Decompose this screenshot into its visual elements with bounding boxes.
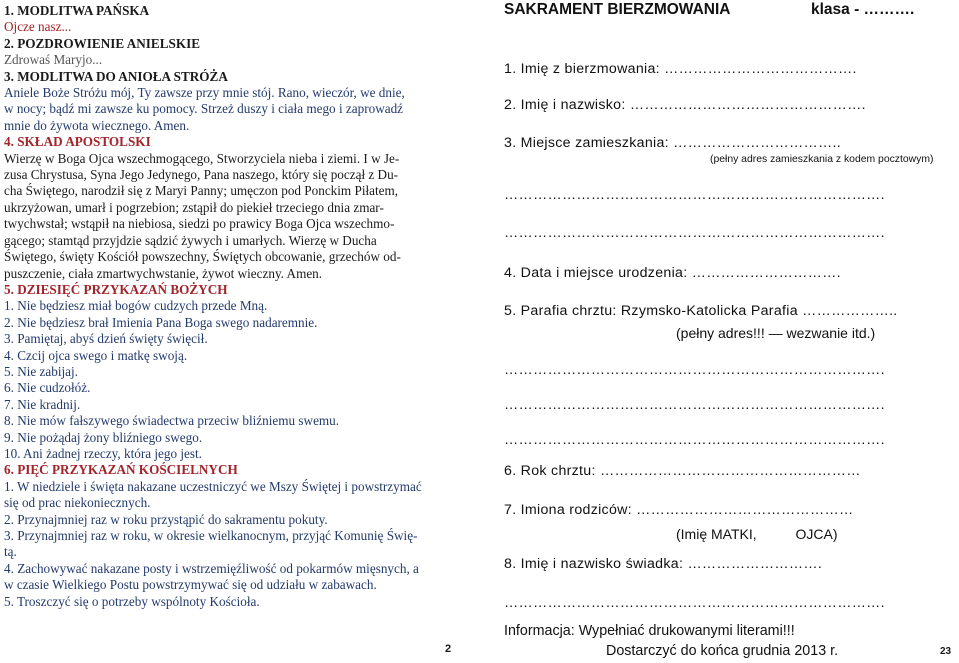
- blank-line: …………………………………………………………………….: [504, 595, 885, 611]
- blank-line: …………………………………………………………………….: [504, 225, 885, 241]
- text-line: mnie do żywota wiecznego. Amen.: [4, 117, 190, 133]
- text-line: w nocy; bądź mi zawsze ku pomocy. Strzeż duszy i ciała mego i zaprowadź: [4, 101, 404, 117]
- sponsor-field: 8. Imię i nazwisko świadka: ……………………….: [504, 556, 823, 572]
- text-line: tą.: [4, 544, 17, 560]
- baptism-year-field: 6. Rok chrztu: ………………………………………………: [504, 463, 861, 479]
- text-line: 8. Nie mów fałszywego świadectwa przeciw bliźniemu swemu.: [4, 413, 340, 429]
- blank-line: …………………………………………………………………….: [504, 187, 885, 203]
- text-line: 6. PIĘĆ PRZYKAZAŃ KOŚCIELNYCH: [4, 462, 238, 478]
- text-line: 6. Nie cudzołóż.: [4, 380, 91, 396]
- page-number-left: 2: [445, 643, 452, 655]
- text-line: 4. Zachowywać nakazane posty i wstrzemięźliwość od pokarmów mięsnych, a: [4, 560, 419, 576]
- text-line: Wierzę w Boga Ojca wszechmogącego, Stworzyciela nieba i ziemi. I w Je-: [4, 150, 400, 166]
- text-line: 3. MODLITWA DO ANIOŁA STRÓŻA: [4, 68, 228, 84]
- parents-hint: (Imię MATKI, OJCA): [676, 526, 838, 542]
- blank-line: …………………………………………………………………….: [504, 362, 885, 378]
- text-line: Zdrowaś Maryjo...: [4, 52, 103, 68]
- text-line: gącego; stamtąd przyjdzie sądzić żywych i umarłych. Wierzę w Ducha: [4, 232, 377, 248]
- text-line: Aniele Boże Stróżu mój, Ty zawsze przy mnie stój. Rano, wieczór, we dnie,: [4, 85, 405, 101]
- text-line: twychwstał; wstąpił na niebiosa, siedzi po prawicy Boga Ojca wszechmo-: [4, 216, 395, 232]
- text-line: 9. Nie pożądaj żony bliźniego swego.: [4, 429, 203, 445]
- text-line: cha Świętego, narodził się z Maryi Panny; umęczon pod Ponckim Piłatem,: [4, 183, 399, 199]
- baptism-parish-field: 5. Parafia chrztu: Rzymsko-Katolicka Parafia ………………..: [504, 303, 898, 319]
- text-line: 1. W niedziele i święta nakazane uczestniczyć we Mszy Świętej i powstrzymać: [4, 478, 422, 494]
- confirmation-form: [504, 0, 959, 663]
- parents-field: 7. Imiona rodziców: ………………………………………: [504, 502, 854, 518]
- text-line: Ojcze nasz...: [4, 19, 72, 35]
- text-line: 1. MODLITWA PAŃSKA: [4, 3, 150, 18]
- text-line: 4. SKŁAD APOSTOLSKI: [4, 134, 151, 150]
- text-line: 5. DZIESIĘĆ PRZYKAZAŃ BOŻYCH: [4, 281, 228, 297]
- class-field: klasa - ……….: [811, 1, 915, 18]
- page-number-right: 23: [940, 646, 952, 657]
- residence-field: 3. Miejsce zamieszkania: ……………………………..: [504, 135, 841, 151]
- blank-line: …………………………………………………………………….: [504, 397, 885, 413]
- text-line: zusa Chrystusa, Syna Jego Jedynego, Pana naszego, który się począł z Du-: [4, 167, 399, 183]
- prayers-column: [4, 3, 444, 610]
- text-line: 2. Nie będziesz brał Imienia Pana Boga swego nadaremnie.: [4, 314, 318, 330]
- text-line: 2. Przynajmniej raz w roku przystąpić do sakramentu pokuty.: [4, 511, 328, 527]
- birth-field: 4. Data i miejsce urodzenia: ………………………….: [504, 265, 841, 281]
- text-line: Świętego, święty Kościół powszechny, Świętych obcowanie, grzechów od-: [4, 249, 401, 265]
- text-line: 2. POZDROWIENIE ANIELSKIE: [4, 35, 201, 51]
- text-line: 3. Pamiętaj, abyś dzień święty święcił.: [4, 331, 208, 347]
- text-line: 5. Troszczyć się o potrzeby wspólnoty Kościoła.: [4, 593, 260, 609]
- text-line: 1. Nie będziesz miał bogów cudzych przede Mną.: [4, 298, 268, 314]
- text-line: w czasie Wielkiego Postu powstrzymywać się od udziału w zabawach.: [4, 577, 377, 593]
- text-line: 3. Przynajmniej raz w roku, w okresie wielkanocnym, przyjąć Komunię Świę-: [4, 528, 418, 543]
- text-line: 4. Czcij ojca swego i matkę swoją.: [4, 347, 188, 363]
- text-line: 5. Nie zabijaj.: [4, 363, 78, 379]
- deadline-line: Dostarczyć do końca grudnia 2013 r.: [606, 643, 839, 659]
- text-line: się od prac niekoniecznych.: [4, 495, 151, 511]
- info-line: Informacja: Wypełniać drukowanymi literami!!!: [504, 623, 795, 639]
- form-title: SAKRAMENT BIERZMOWANIA: [504, 1, 731, 18]
- text-line: ukrzyżowan, umarł i pogrzebion; zstąpił do piekieł trzeciego dnia zmar-: [4, 199, 384, 215]
- baptism-parish-hint: (pełny adres!!! — wezwanie itd.): [676, 325, 876, 341]
- text-line: 10. Ani żadnej rzeczy, która jego jest.: [4, 445, 202, 461]
- full-name-field: 2. Imię i nazwisko: ………………………………………….: [504, 97, 866, 113]
- residence-hint: (pełny adres zamieszkania z kodem pocztowym): [710, 154, 934, 165]
- text-line: 7. Nie kradnij.: [4, 396, 81, 412]
- confirmation-name-field: 1. Imię z bierzmowania: ………………………………….: [504, 61, 857, 77]
- blank-line: …………………………………………………………………….: [504, 432, 885, 448]
- text-line: puszczenie, ciała zmartwychwstanie, żywot wieczny. Amen.: [4, 265, 323, 281]
